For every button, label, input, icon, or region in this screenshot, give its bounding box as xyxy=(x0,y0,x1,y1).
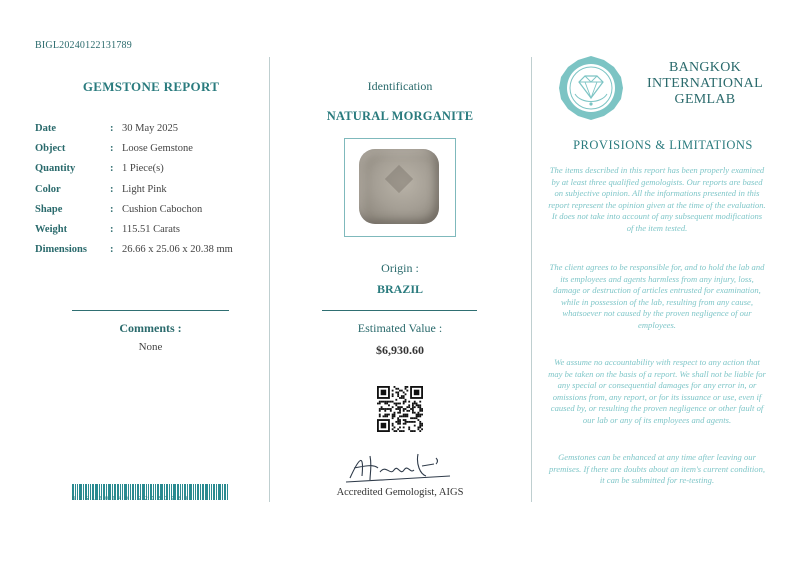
detail-value: 26.66 x 25.06 x 20.38 mm xyxy=(122,244,233,256)
detail-key: Date xyxy=(35,122,56,134)
qr-code-icon xyxy=(377,386,423,432)
lab-name xyxy=(630,60,780,108)
detail-row-date xyxy=(35,118,275,138)
detail-row-color xyxy=(35,179,275,199)
detail-value: Loose Gemstone xyxy=(122,142,193,154)
comments-label: Comments : xyxy=(119,321,182,335)
provisions-paragraph: We assume no accountability with respect to any action that may be taken on the basis of a report. We shall not be liable for any special or consequential damages for any error in, or omissions from, any report, or for its issuance or use, even if caused by, or resulting the proven negligence or other fault of our lab or any of its employees and agents. xyxy=(548,357,766,425)
detail-row-quantity xyxy=(35,159,275,179)
detail-value: Light Pink xyxy=(122,183,167,195)
origin-label: Origin : xyxy=(381,261,419,275)
detail-separator: : xyxy=(110,122,114,134)
detail-separator: : xyxy=(110,244,114,256)
detail-row-weight xyxy=(35,219,275,239)
provisions-title: PROVISIONS & LIMITATIONS xyxy=(573,138,753,152)
detail-row-shape xyxy=(35,199,275,219)
detail-value: 115.51 Carats xyxy=(122,224,180,236)
estimated-value: $6,930.60 xyxy=(376,343,424,357)
detail-key: Quantity xyxy=(35,163,76,175)
detail-value: 30 May 2025 xyxy=(122,122,178,134)
detail-key: Color xyxy=(35,183,61,195)
detail-row-dimensions xyxy=(35,240,275,260)
provisions-paragraph: The items described in this report has been properly examined by at least three qualified gemologists. Our reports are based on subjective opinion. All the informations presented in this report represent the opinion given at the time of the evaluation. It does not take into account of any subsequent modifications of the item tested. xyxy=(548,165,766,233)
detail-key: Weight xyxy=(35,224,68,236)
signature xyxy=(340,446,460,486)
gemstone-image xyxy=(359,149,439,224)
detail-key: Shape xyxy=(35,203,63,215)
gemstone-facet xyxy=(385,165,413,193)
report-id: BIGL20240122131789 xyxy=(35,40,132,51)
report-title: GEMSTONE REPORT xyxy=(82,79,220,94)
barcode-text: BIGL20240122131789 xyxy=(72,496,191,502)
identification-label: Identification xyxy=(367,79,433,93)
detail-value: Cushion Cabochon xyxy=(122,203,203,215)
accreditation: Accredited Gemologist, AIGS xyxy=(336,487,464,498)
detail-separator: : xyxy=(110,203,114,215)
detail-value: 1 Piece(s) xyxy=(122,163,164,175)
lab-name-line: INTERNATIONAL xyxy=(647,76,763,91)
details-table xyxy=(35,118,275,260)
comments-value: None xyxy=(138,341,163,353)
detail-separator: : xyxy=(110,183,114,195)
detail-key: Dimensions xyxy=(35,244,87,256)
origin-value: BRAZIL xyxy=(376,282,423,296)
estimate-rule xyxy=(322,310,477,311)
detail-separator: : xyxy=(110,224,114,236)
column-divider-right xyxy=(531,57,532,502)
detail-key: Object xyxy=(35,142,66,154)
detail-row-object xyxy=(35,138,275,158)
provisions-paragraph: Gemstones can be enhanced at any time after leaving our premises. If there are doubts about an item's current condition, it can be submitted for re-testing. xyxy=(548,452,766,486)
lab-name-line: GEMLAB xyxy=(674,92,736,107)
gem-seal-icon xyxy=(557,54,625,122)
lab-name-line: BANGKOK xyxy=(668,60,742,75)
identification-value: NATURAL MORGANITE xyxy=(326,109,474,123)
comments-rule xyxy=(72,310,229,311)
detail-separator: : xyxy=(110,163,114,175)
gemstone-photo-frame xyxy=(344,138,456,237)
detail-separator: : xyxy=(110,142,114,154)
provisions-paragraph: The client agrees to be responsible for, and to hold the lab and its employees and agents harmless from any injury, loss, damage or destruction of articles entrusted for examination, while in possession of the lab, resulting from any cause, whatsoever not caused by the proven negligence of our employees. xyxy=(549,262,765,330)
estimated-value-label: Estimated Value : xyxy=(357,321,443,335)
